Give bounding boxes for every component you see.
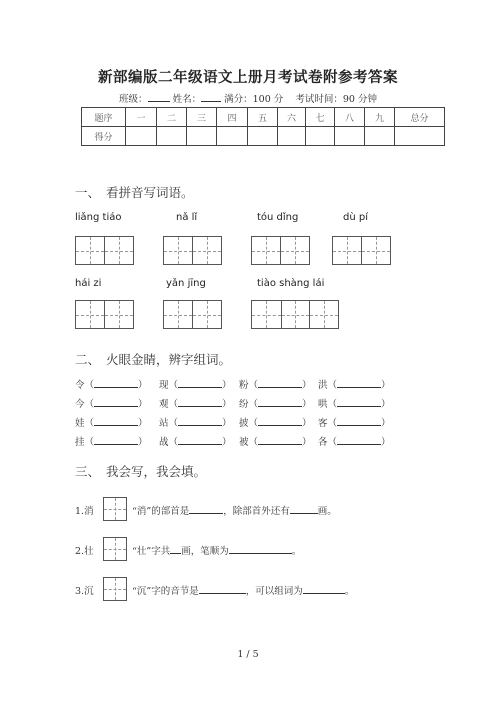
pinyin-label: yǎn jīng <box>166 278 206 289</box>
pinyin-label: nǎ lǐ <box>176 212 198 223</box>
char-label: 娃 <box>75 418 85 429</box>
answer-blank[interactable] <box>290 504 318 514</box>
char-label: 现 <box>159 380 169 391</box>
char-label: 粉 <box>239 380 249 391</box>
answer-blank[interactable] <box>178 379 222 388</box>
section-2-number: 二、 <box>75 352 101 367</box>
answer-blank[interactable] <box>258 398 302 407</box>
section-2-title: 火眼金睛，辨字组词。 <box>106 352 232 367</box>
writing-grid[interactable] <box>163 300 222 329</box>
char-label: 纷 <box>239 399 249 410</box>
answer-blank[interactable] <box>337 398 381 407</box>
question-3-prefix: 3.沉 <box>75 586 94 597</box>
score-row-label: 得分 <box>82 127 126 146</box>
writing-box[interactable] <box>103 577 127 601</box>
score-value-row <box>82 127 445 146</box>
char-label: 被 <box>239 437 249 448</box>
section-1-number: 一、 <box>75 185 101 200</box>
pinyin-label: tiào shàng lái <box>257 278 325 289</box>
score-header-cell: 题序 <box>82 108 126 127</box>
answer-blank[interactable] <box>229 544 292 554</box>
score-cell[interactable] <box>126 127 157 146</box>
pinyin-label: dù pí <box>343 212 368 223</box>
answer-blank[interactable] <box>94 398 138 407</box>
question-1: “消”的部首是 ，除部首外还有 画。 <box>132 506 337 517</box>
score-header-cell: 七 <box>306 108 335 127</box>
answer-blank[interactable] <box>189 504 223 514</box>
name-label: 姓名： <box>172 94 202 105</box>
char-label: 披 <box>239 418 249 429</box>
pinyin-label: hái zi <box>75 278 102 289</box>
page-title: 新部编版二年级语文上册月考试卷附参考答案 <box>98 69 398 86</box>
char-label: 令 <box>75 380 85 391</box>
score-cell[interactable] <box>248 127 278 146</box>
writing-box[interactable] <box>103 497 127 521</box>
char-label: 观 <box>159 399 169 410</box>
writing-grid[interactable] <box>332 236 391 265</box>
answer-blank[interactable] <box>337 379 381 388</box>
score-header-cell: 五 <box>248 108 278 127</box>
answer-blank[interactable] <box>178 436 222 445</box>
question-2: “壮”字共 画，笔顺为 。 <box>132 546 302 557</box>
writing-grid[interactable] <box>251 300 339 329</box>
question-1-prefix: 1.消 <box>75 506 94 517</box>
char-label: 洪 <box>318 380 328 391</box>
section-1-heading <box>75 183 194 201</box>
question-3: “沉”字的音节是 ，可以组词为 。 <box>132 586 355 597</box>
score-header-cell: 四 <box>217 108 248 127</box>
score-header-row <box>82 108 445 127</box>
answer-blank[interactable] <box>170 544 181 554</box>
writing-grid[interactable] <box>251 236 310 265</box>
score-header-cell: 一 <box>126 108 157 127</box>
writing-grid[interactable] <box>75 300 134 329</box>
char-label: 站 <box>159 418 169 429</box>
section-3-heading <box>75 462 206 480</box>
answer-blank[interactable] <box>303 584 345 594</box>
class-blank <box>148 92 170 102</box>
exam-info <box>0 91 496 105</box>
answer-blank[interactable] <box>178 398 222 407</box>
writing-grid[interactable] <box>75 236 134 265</box>
pinyin-label: tóu dǐng <box>257 212 299 223</box>
char-label: 今 <box>75 399 85 410</box>
class-label: 班级： <box>119 94 148 105</box>
score-header-cell: 九 <box>365 108 395 127</box>
char-label: 哄 <box>318 399 328 410</box>
char-label: 各 <box>318 437 328 448</box>
answer-blank[interactable] <box>337 417 381 426</box>
score-cell[interactable] <box>278 127 306 146</box>
page-number: 1 / 5 <box>237 649 259 660</box>
section-3-number: 三、 <box>75 464 101 479</box>
score-cell[interactable] <box>395 127 445 146</box>
answer-blank[interactable] <box>178 417 222 426</box>
char-label: 挂 <box>75 437 85 448</box>
answer-blank[interactable] <box>258 436 302 445</box>
pinyin-label: liǎng tiáo <box>75 212 122 223</box>
name-blank <box>201 92 221 102</box>
score-header-cell: 六 <box>278 108 306 127</box>
score-header-cell: 三 <box>187 108 217 127</box>
score-cell[interactable] <box>217 127 248 146</box>
score-header-cell: 八 <box>335 108 365 127</box>
score-header-cell: 二 <box>157 108 187 127</box>
answer-blank[interactable] <box>258 417 302 426</box>
writing-box[interactable] <box>103 537 127 561</box>
answer-blank[interactable] <box>258 379 302 388</box>
exam-time-label: 考试时间：90 分钟 <box>295 94 377 105</box>
score-cell[interactable] <box>335 127 365 146</box>
answer-blank[interactable] <box>94 417 138 426</box>
writing-grid[interactable] <box>163 236 222 265</box>
score-cell[interactable] <box>365 127 395 146</box>
score-cell[interactable] <box>157 127 187 146</box>
section-3-title: 我会写，我会填。 <box>106 464 207 479</box>
score-header-cell: 总分 <box>395 108 445 127</box>
answer-blank[interactable] <box>337 436 381 445</box>
char-label: 客 <box>318 418 328 429</box>
section-1-title: 看拼音写词语。 <box>106 185 194 200</box>
full-score-label: 满分：100 分 <box>224 94 284 105</box>
score-cell[interactable] <box>306 127 335 146</box>
char-label: 战 <box>159 437 169 448</box>
score-cell[interactable] <box>187 127 217 146</box>
section-2-heading <box>75 350 231 368</box>
score-table <box>81 107 445 146</box>
answer-blank[interactable] <box>94 436 138 445</box>
question-2-prefix: 2.壮 <box>75 546 94 557</box>
answer-blank[interactable] <box>94 379 138 388</box>
answer-blank[interactable] <box>199 584 246 594</box>
